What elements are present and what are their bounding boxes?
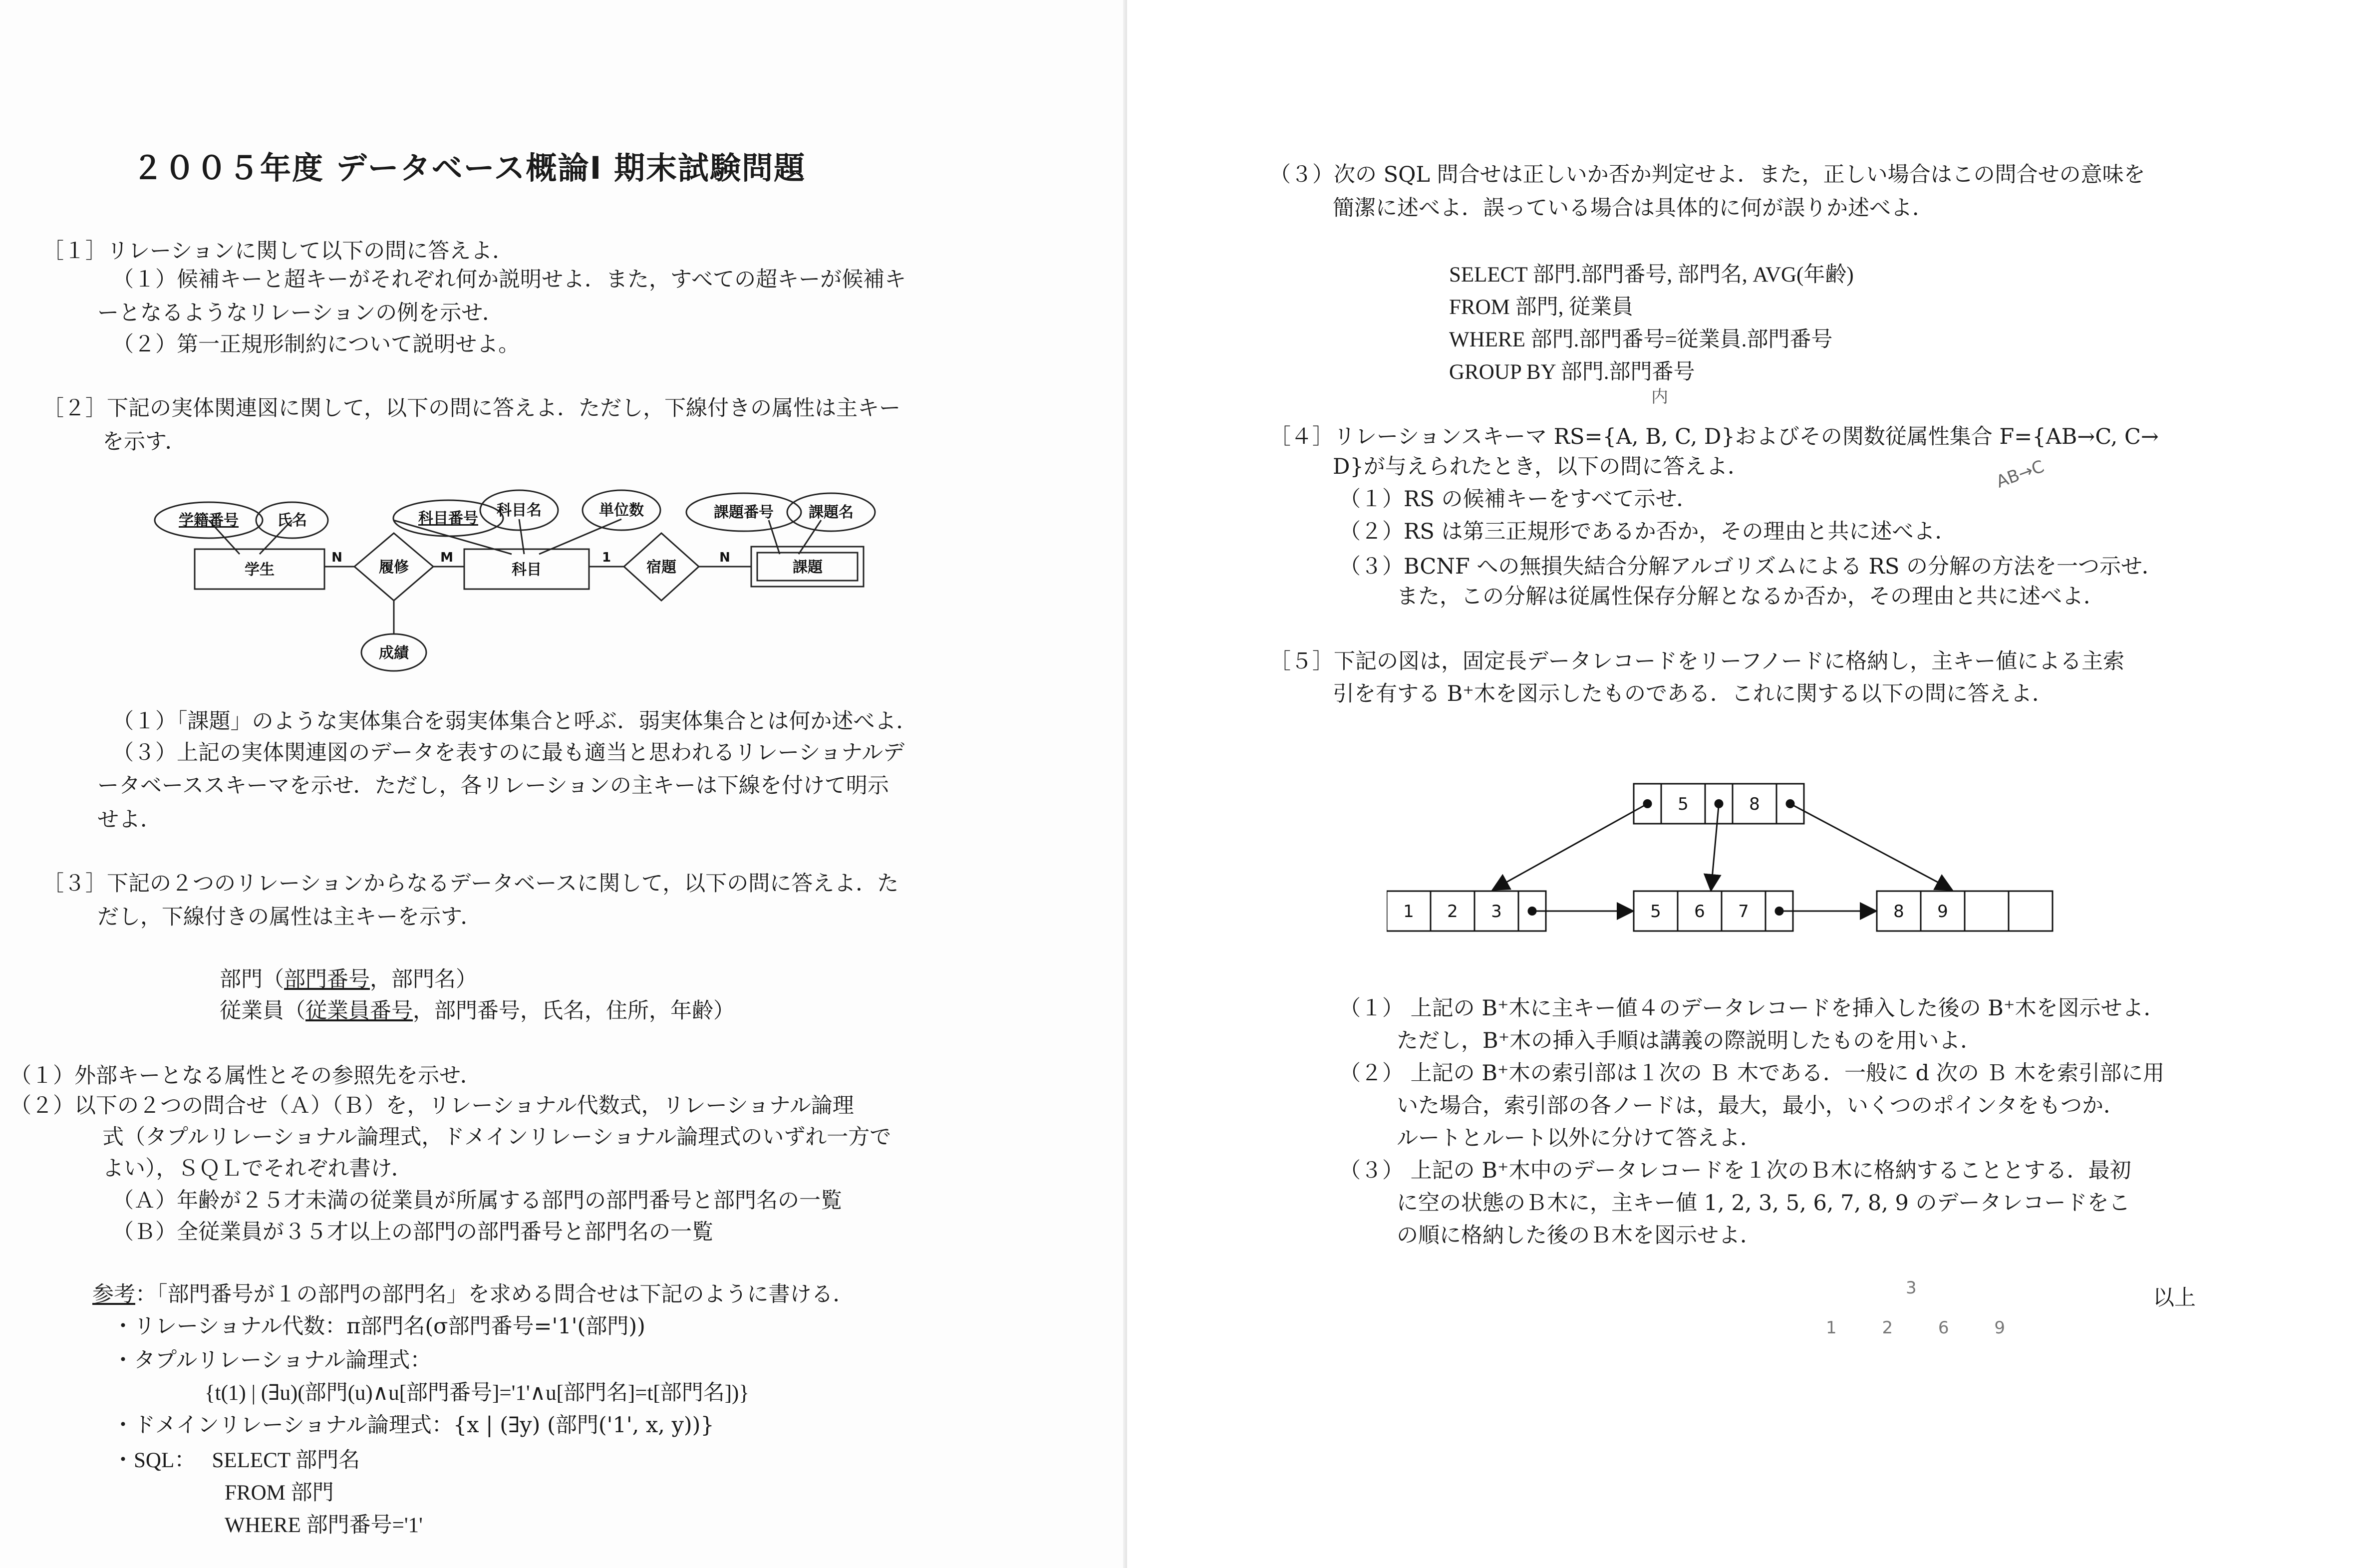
er-course-name-label: 科目名 <box>497 502 542 519</box>
end-mark: 以上 <box>2153 1285 2196 1310</box>
relation-employee <box>220 998 735 1024</box>
leaf-1-key-1-value: 2 <box>1447 902 1458 922</box>
q5-sub2: （２） 上記の B⁺木の索引部は１次の Ｂ 木である．一般に d 次の Ｂ 木を索引部に用 <box>1339 1061 2165 1086</box>
q3-heading: ［３］下記の２つのリレーションからなるデータベースに関して，以下の問に答えよ．た <box>42 871 899 896</box>
q3-sub1: （１）外部キーとなる属性とその参照先を示せ． <box>10 1063 482 1088</box>
q1-sub1-cont: ーとなるようなリレーションの例を示せ． <box>97 301 504 325</box>
dept-post: ，部門名） <box>370 967 477 992</box>
handwritten-note-4: 3 <box>1906 1278 1917 1298</box>
er-enroll-label: 履修 <box>379 559 409 576</box>
query-a: （Ａ）年齢が２５才未満の従業員が所属する部門の部門番号と部門名の一覧 <box>112 1188 842 1213</box>
sql-group-by: GROUP BY 部門.部門番号 <box>1449 360 1695 384</box>
q3-heading-cont: だし，下線付きの属性は主キーを示す． <box>97 905 482 930</box>
er-grade-label: 成績 <box>379 644 409 662</box>
emp-post: ，部門番号，氏名，住所，年齢） <box>413 998 735 1023</box>
er-task-label: 課題 <box>793 559 823 576</box>
er-name-label: 氏名 <box>277 512 307 529</box>
ref-sql-where: WHERE 部門番号='1' <box>225 1514 423 1537</box>
er-student-no-label: 学籍番号 <box>179 512 239 529</box>
leaf-2-key-2-value: 7 <box>1738 902 1749 922</box>
q2-heading: ［２］下記の実体関連図に関して，以下の問に答えよ．ただし，下線付きの属性は主キー <box>42 396 901 421</box>
sql-from: FROM 部門, 従業員 <box>1449 296 1634 319</box>
left-page <box>0 0 1127 1568</box>
leaf-3-key-3 <box>2009 891 2053 931</box>
q5-sub2-cont2: ルートとルート以外に分けて答えよ． <box>1397 1126 1762 1151</box>
root-key-1-value: 8 <box>1749 794 1760 814</box>
leaf-2-key-0-value: 5 <box>1650 902 1661 922</box>
q5-sub3: （３） 上記の B⁺木中のデータレコードを１次のＢ木に格納することとする．最初 <box>1339 1158 2131 1183</box>
q5-heading: ［５］下記の図は，固定長データレコードをリーフノードに格納し，主キー値による主索 <box>1269 649 2125 674</box>
q4-sub2: （２）RS は第三正規形であるか否か，その理由と共に述べよ． <box>1339 519 1957 544</box>
query-b: （Ｂ）全従業員が３５才以上の部門の部門番号と部門名の一覧 <box>112 1220 713 1245</box>
relation-dept <box>220 967 477 993</box>
q4-sub3-cont: また，この分解は従属性保存分解となるか否か，その理由と共に述べよ． <box>1397 584 2105 609</box>
q5-sub3-cont1: に空の状態のＢ木に，主キー値 1, 2, 3, 5, 6, 7, 8, 9 のデータレコードをこ <box>1397 1191 2130 1216</box>
q2-sub3-cont1: ータベーススキーマを示せ．ただし，各リレーションの主キーは下線を付けて明示 <box>97 773 889 798</box>
q5-sub3-cont2: の順に格納した後のＢ木を図示せよ． <box>1397 1223 1762 1248</box>
q1-sub1: （１）候補キーと超キーがそれぞれ何か説明せよ．また，すべての超キーが候補キ <box>112 267 906 292</box>
er-card-1: 1 <box>601 550 611 565</box>
er-card-n2: N <box>719 550 730 565</box>
ref-sql-from: FROM 部門 <box>225 1481 334 1505</box>
right-page <box>1127 0 2354 1568</box>
handwritten-note-1: 内 <box>1651 387 1668 407</box>
handwritten-note-2: AB→C <box>1994 456 2047 492</box>
q4-heading: ［４］リレーションスキーマ RS={A, B, C, D}およびその関数従属性集合 F={AB→C, C→ <box>1269 424 2159 449</box>
bplus-tree-diagram <box>1387 779 2075 943</box>
q1-sub2: （２）第一正規形制約について説明せよ。 <box>112 332 520 357</box>
ref-sql-select: ・SQL： SELECT 部門名 <box>112 1449 360 1472</box>
q4-sub3: （３）BCNF への無損失結合分解アルゴリズムによる RS の分解の方法を一つ示せ． <box>1339 554 2163 579</box>
dept-key: 部門番号 <box>284 967 370 992</box>
leaf-3-key-2 <box>1965 891 2009 931</box>
q5-sub1: （１） 上記の B⁺木に主キー値４のデータレコードを挿入した後の B⁺木を図示せよ． <box>1339 996 2165 1021</box>
q2-sub3: （３）上記の実体関連図のデータを表すのに最も適当と思われるリレーショナルデ <box>112 740 905 765</box>
q3-sub2-cont2: よい），ＳＱＬでそれぞれ書け． <box>102 1156 413 1181</box>
q4-heading-cont: D}が与えられたとき，以下の問に答えよ． <box>1333 454 1750 479</box>
child-arrow-0 <box>1494 804 1648 889</box>
er-student-label: 学生 <box>245 561 275 579</box>
q3-sub2-cont1: 式（タプルリレーショナル論理式，ドメインリレーショナル論理式のいずれ一方で <box>102 1125 891 1150</box>
q4-sub1: （１）RS の候補キーをすべて示せ． <box>1339 487 1698 512</box>
ref-trc-label: ・タプルリレーショナル論理式： <box>112 1348 432 1373</box>
sql-where: WHERE 部門.部門番号=従業員.部門番号 <box>1449 328 1833 351</box>
leaf-3-key-1-value: 9 <box>1937 902 1948 922</box>
leaf-1-key-0-value: 1 <box>1403 902 1414 922</box>
reference-text: ：「部門番号が１の部門の部門名」を求める問合せは下記のように書ける． <box>135 1282 855 1307</box>
q5-sub2-cont1: いた場合，索引部の各ノードは，最大，最小，いくつのポインタをもつか． <box>1397 1093 2125 1118</box>
er-task-name-label: 課題名 <box>809 504 854 521</box>
er-credits-label: 単位数 <box>599 502 644 519</box>
reference-label: 参考 <box>92 1282 135 1307</box>
q3-3-heading: （３）次の SQL 問合せは正しいか否か判定せよ．また，正しい場合はこの問合せの意味を <box>1269 162 2145 187</box>
sql-select: SELECT 部門.部門番号, 部門名, AVG(年齢) <box>1449 263 1854 287</box>
q1-heading: ［１］リレーションに関して以下の問に答えよ． <box>42 239 514 264</box>
q3-3-heading-cont: 簡潔に述べよ．誤っている場合は具体的に何が誤りか述べよ． <box>1333 196 1934 221</box>
leaf-3-key-0-value: 8 <box>1893 902 1904 922</box>
exam-title: ２００５年度 データベース概論Ⅰ 期末試験問題 <box>132 150 806 186</box>
q2-sub1: （１）「課題」のような実体集合を弱実体集合と呼ぶ．弱実体集合とは何か述べよ． <box>112 709 918 734</box>
dept-pre: 部門（ <box>220 967 284 992</box>
q2-sub3-cont2: せよ． <box>97 807 162 832</box>
er-card-m: M <box>440 550 453 565</box>
leaf-1-key-2-value: 3 <box>1491 902 1502 922</box>
er-assign-label: 宿題 <box>646 559 676 576</box>
leaf-2-key-1-value: 6 <box>1694 902 1705 922</box>
child-arrow-2 <box>1790 804 1951 889</box>
q3-sub2: （２）以下の２つの問合せ（Ａ）（Ｂ）を，リレーショナル代数式，リレーショナル論理 <box>10 1093 854 1118</box>
emp-pre: 従業員（ <box>220 998 305 1023</box>
handwritten-note-3: 1 2 6 9 <box>1826 1318 2025 1338</box>
er-course-label: 科目 <box>512 561 542 579</box>
er-task-no-label: 課題番号 <box>714 504 774 521</box>
er-course-no-label: 科目番号 <box>418 510 478 527</box>
ref-drc: ・ドメインリレーショナル論理式：{x | (∃y) (部門('1', x, y))} <box>112 1413 714 1438</box>
er-diagram <box>140 479 888 684</box>
q2-heading-cont: を示す． <box>102 429 187 454</box>
ref-trc-expr: {t(1) | (∃u)(部門(u)∧u[部門番号]='1'∧u[部門名]=t[部門名])} <box>205 1381 750 1405</box>
reference-note <box>92 1282 855 1308</box>
q5-heading-cont: 引を有する B⁺木を図示したものである．これに関する以下の問に答えよ． <box>1333 681 2054 706</box>
er-card-n1: N <box>331 550 342 565</box>
ref-relational-algebra: ・リレーショナル代数：π部門名(σ部門番号='1'(部門)) <box>112 1314 645 1339</box>
q5-sub1-cont: ただし，B⁺木の挿入手順は講義の際説明したものを用いよ． <box>1397 1028 1982 1053</box>
emp-key: 従業員番号 <box>305 998 413 1023</box>
root-key-0-value: 5 <box>1678 794 1689 814</box>
